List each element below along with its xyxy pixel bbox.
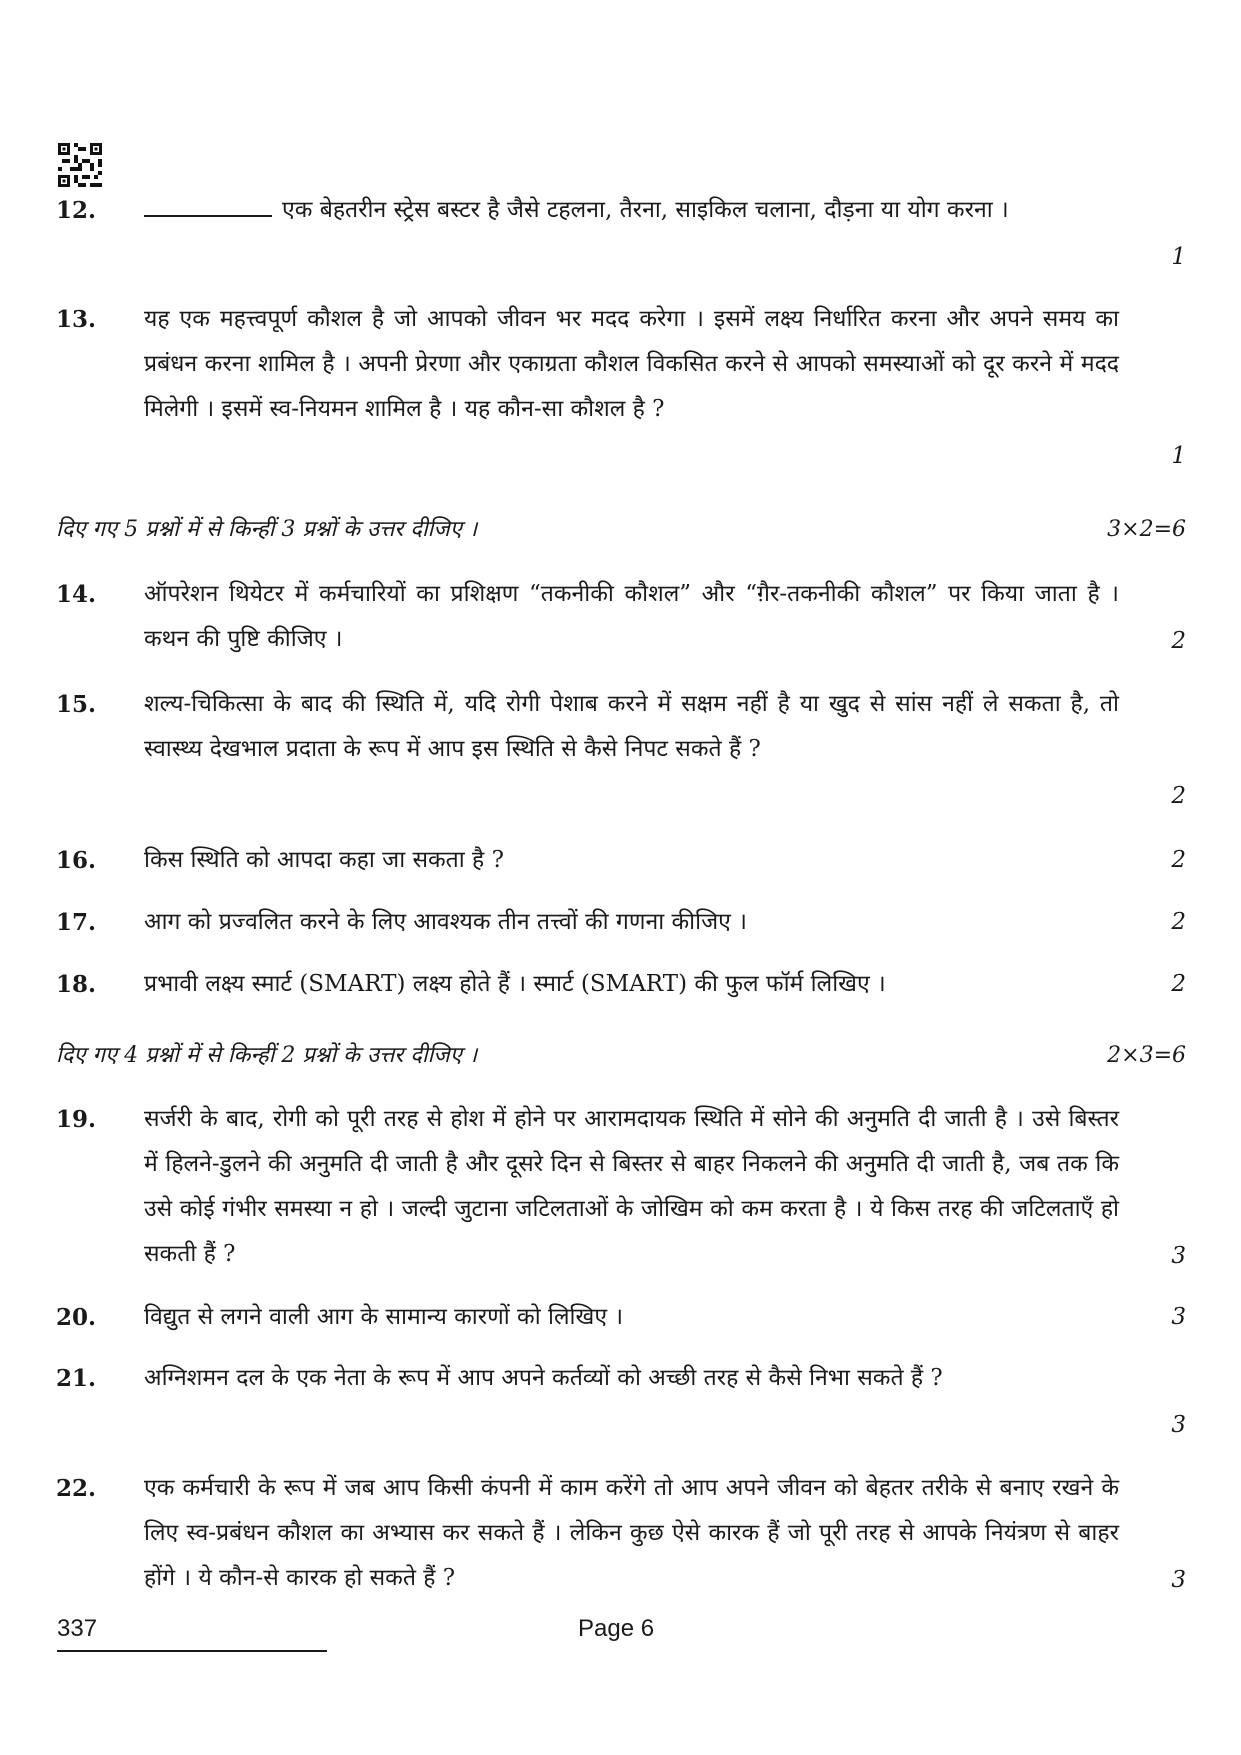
question-marks: 3 xyxy=(1171,1243,1186,1269)
question-number: 22. xyxy=(56,1475,97,1502)
question-marks: 3 xyxy=(1171,1567,1186,1593)
question-number: 15. xyxy=(56,691,97,718)
question-14 xyxy=(56,572,1186,664)
question-marks: 3 xyxy=(1171,1304,1186,1330)
question-21 xyxy=(56,1356,1186,1448)
question-17 xyxy=(56,900,1186,945)
question-text: ऑपरेशन थियेटर में कर्मचारियों का प्रशिक्षण “तकनीकी कौशल” और “ग़ैर-तकनीकी कौशल” पर किया जाता है । कथन की पुष्टि कीजिए । xyxy=(144,581,1119,652)
qr-code-icon xyxy=(58,143,102,187)
question-marks: 1 xyxy=(1171,244,1186,270)
question-number: 13. xyxy=(56,306,97,333)
question-text: किस स्थिति को आपदा कहा जा सकता है ? xyxy=(144,847,504,873)
answer-blank xyxy=(144,195,272,217)
question-number: 17. xyxy=(56,909,97,936)
question-19 xyxy=(56,1097,1186,1279)
question-number: 20. xyxy=(56,1304,97,1331)
question-text: एक कर्मचारी के रूप में जब आप किसी कंपनी में काम करेंगे तो आप अपने जीवन को बेहतर तरीके से बनाए रखने के लिए स्व-प्रबंधन कौशल का अभ्यास कर सकते हैं । लेकिन कुछ ऐसे कारक हैं जो पूरी तरह से आपके नियंत्रण से बाहर होंगे । ये कौन-से कारक हो सकते हैं ? xyxy=(144,1475,1119,1591)
question-marks: 2 xyxy=(1171,783,1186,809)
question-marks: 2 xyxy=(1171,971,1186,997)
question-12 xyxy=(56,188,1186,280)
question-marks: 1 xyxy=(1171,443,1186,469)
question-22 xyxy=(56,1466,1186,1603)
question-number: 19. xyxy=(56,1106,97,1133)
question-number: 21. xyxy=(56,1365,97,1392)
footer-divider xyxy=(57,1650,327,1652)
question-number: 18. xyxy=(56,971,97,998)
paper-code: 337 xyxy=(57,1615,98,1642)
question-marks: 2 xyxy=(1171,847,1186,873)
question-text: अग्निशमन दल के एक नेता के रूप में आप अपने कर्तव्यों को अच्छी तरह से कैसे निभा सकते हैं ? xyxy=(144,1365,943,1391)
section-marks: 3×2=6 xyxy=(1107,517,1186,542)
question-text: प्रभावी लक्ष्य स्मार्ट (SMART) लक्ष्य होते हैं । स्मार्ट (SMART) की फुल फॉर्म लिखिए । xyxy=(144,971,886,997)
question-number: 12. xyxy=(56,197,97,224)
question-text: एक बेहतरीन स्ट्रेस बस्टर है जैसे टहलना, तैरना, साइकिल चलाना, दौड़ना या योग करना । xyxy=(144,188,1119,233)
question-marks: 3 xyxy=(1171,1412,1186,1438)
section-marks: 2×3=6 xyxy=(1107,1043,1186,1068)
question-18 xyxy=(56,962,1186,1007)
question-text: सर्जरी के बाद, रोगी को पूरी तरह से होश में होने पर आरामदायक स्थिति में सोने की अनुमति दी जाती है । उसे बिस्तर में हिलने-डुलने की अनुमति दी जाती है और दूसरे दिन से बिस्तर से बाहर निकलने की अनुमति दी जाती है, जब तक कि उसे कोई गंभीर समस्या न हो । जल्दी जुटाना जटिलताओं के जोखिम को कम करता है । ये किस तरह की जटिलताएँ हो सकती हैं ? xyxy=(144,1106,1119,1267)
question-13 xyxy=(56,297,1186,479)
question-marks: 2 xyxy=(1171,628,1186,654)
question-15 xyxy=(56,682,1186,819)
question-marks: 2 xyxy=(1171,909,1186,935)
section-instruction xyxy=(56,1036,1186,1076)
section-instruction-text: दिए गए 5 प्रश्नों में से किन्हीं 3 प्रश्नों के उत्तर दीजिए । xyxy=(56,517,478,542)
section-instruction-text: दिए गए 4 प्रश्नों में से किन्हीं 2 प्रश्नों के उत्तर दीजिए । xyxy=(56,1043,478,1068)
question-text: शल्य-चिकित्सा के बाद की स्थिति में, यदि रोगी पेशाब करने में सक्षम नहीं है या खुद से सांस नहीं ले सकता है, तो स्वास्थ्य देखभाल प्रदाता के रूप में आप इस स्थिति से कैसे निपट सकते हैं ? xyxy=(144,691,1119,762)
question-text: आग को प्रज्वलित करने के लिए आवश्यक तीन तत्त्वों की गणना कीजिए । xyxy=(144,909,747,935)
section-instruction xyxy=(56,510,1186,550)
page-number: Page 6 xyxy=(578,1615,655,1642)
question-text: यह एक महत्त्वपूर्ण कौशल है जो आपको जीवन भर मदद करेगा । इसमें लक्ष्य निर्धारित करना और अपने समय का प्रबंधन करना शामिल है । अपनी प्रेरणा और एकाग्रता कौशल विकसित करने से आपको समस्याओं को दूर करने में मदद मिलेगी । इसमें स्व-नियमन शामिल है । यह कौन-सा कौशल है ? xyxy=(144,306,1119,422)
question-number: 14. xyxy=(56,581,97,608)
question-16 xyxy=(56,838,1186,883)
question-20 xyxy=(56,1295,1186,1340)
question-number: 16. xyxy=(56,847,97,874)
question-text: विद्युत से लगने वाली आग के सामान्य कारणों को लिखिए । xyxy=(144,1304,624,1330)
